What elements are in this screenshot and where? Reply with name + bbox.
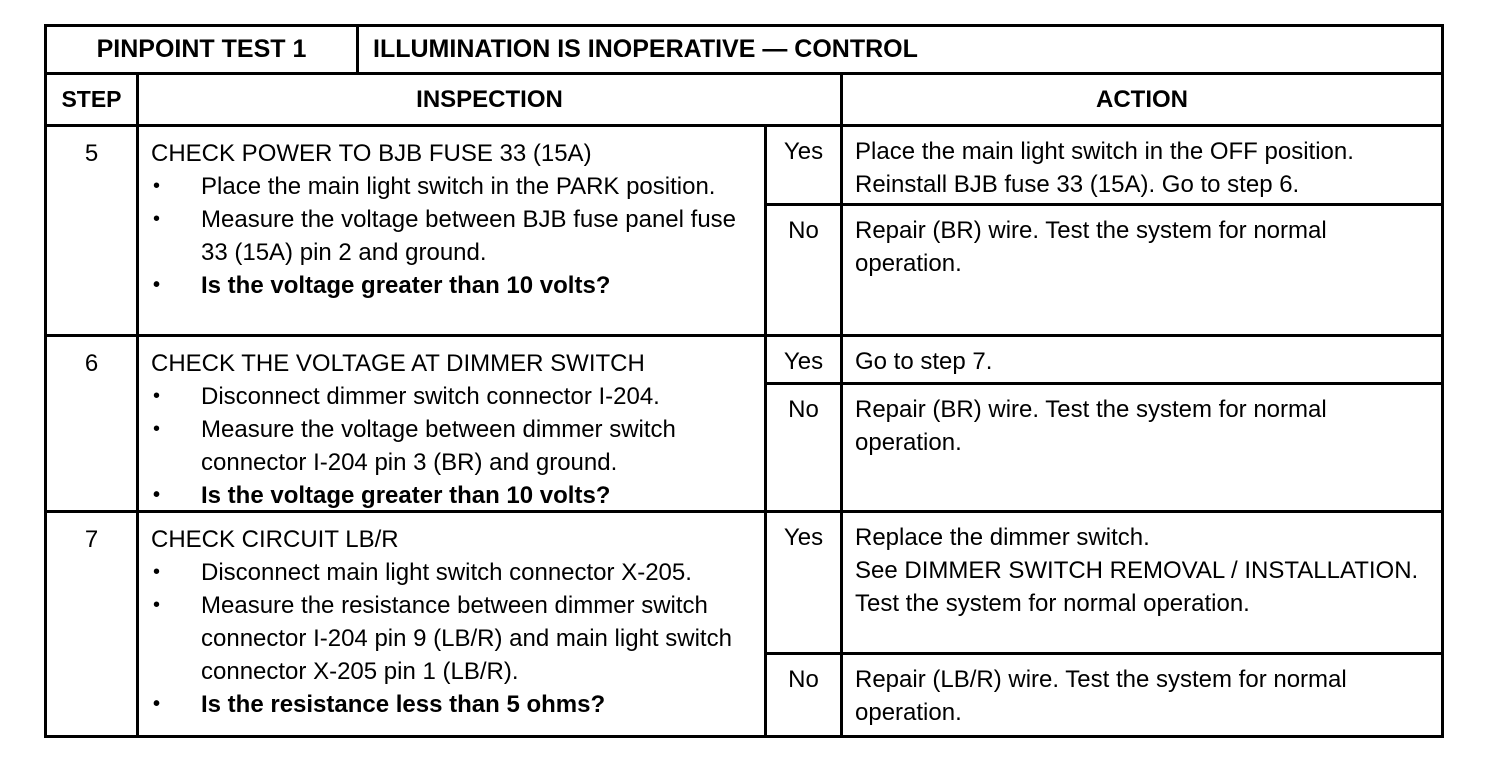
action-line: See DIMMER SWITCH REMOVAL / INSTALLATION. (855, 557, 1419, 584)
question-text: Is the resistance less than 5 ohms? (201, 691, 606, 718)
answer-cells (767, 127, 1441, 334)
test-label: PINPOINT TEST 1 (47, 27, 359, 72)
action-line: Reinstall BJB fuse 33 (15A). Go to step 6. (855, 171, 1300, 198)
yes-label: Yes (767, 127, 843, 203)
bullet-icon: • (153, 274, 161, 296)
answer-yes-row (767, 513, 1441, 655)
inspection-bullet (151, 556, 756, 589)
bullet-icon: • (153, 484, 161, 506)
yes-action (843, 127, 1441, 203)
step-number: 5 (47, 127, 139, 334)
bullet-text: Place the main light switch in the PARK position. (201, 173, 716, 200)
inspection-bullet (151, 380, 756, 413)
inspection-bullets (151, 556, 756, 721)
question-text: Is the voltage greater than 10 volts? (201, 482, 611, 509)
bullet-icon: • (153, 175, 161, 197)
bullet-text: Disconnect dimmer switch connector I-204. (201, 383, 660, 410)
action-line: Repair (BR) wire. Test the system for normal operation. (855, 217, 1327, 277)
bullet-icon: • (153, 693, 161, 715)
bullet-text: Measure the resistance between dimmer switch connector I-204 pin 9 (LB/R) and main light switch connector X-205 pin 1 (LB/R). (201, 592, 732, 685)
step-number: 7 (47, 513, 139, 735)
answer-yes-row (767, 337, 1441, 385)
table-title-row (47, 27, 1441, 75)
inspection-title: CHECK THE VOLTAGE AT DIMMER SWITCH (151, 350, 645, 377)
bullet-icon: • (153, 561, 161, 583)
column-header-step: STEP (47, 75, 139, 124)
answer-no-row (767, 206, 1441, 334)
bullet-text: Measure the voltage between dimmer switch connector I-204 pin 3 (BR) and ground. (201, 416, 676, 476)
step-row-5 (47, 127, 1441, 337)
step-row-6 (47, 337, 1441, 513)
inspection-question (151, 479, 756, 512)
answer-yes-row (767, 127, 1441, 206)
inspection-bullets (151, 380, 756, 512)
inspection-cell (139, 337, 767, 510)
bullet-text: Disconnect main light switch connector X-205. (201, 559, 692, 586)
yes-action (843, 337, 1441, 382)
no-label: No (767, 655, 843, 735)
no-action (843, 655, 1441, 735)
test-title: ILLUMINATION IS INOPERATIVE — CONTROL (373, 35, 918, 63)
column-header-inspection: INSPECTION (139, 75, 843, 124)
inspection-question (151, 269, 756, 302)
action-line: Repair (LB/R) wire. Test the system for normal operation. (855, 666, 1347, 726)
column-header-action: ACTION (1096, 85, 1188, 113)
column-header-row (47, 75, 1441, 127)
yes-action (843, 513, 1441, 652)
inspection-bullet (151, 589, 756, 688)
inspection-bullets (151, 170, 756, 302)
inspection-bullet (151, 203, 756, 269)
inspection-bullet (151, 413, 756, 479)
answer-no-row (767, 655, 1441, 735)
yes-label: Yes (767, 513, 843, 652)
bullet-icon: • (153, 594, 161, 616)
answer-cells (767, 513, 1441, 735)
inspection-cell (139, 127, 767, 334)
bullet-icon: • (153, 208, 161, 230)
answer-no-row (767, 385, 1441, 510)
answer-cells (767, 337, 1441, 510)
action-line: Test the system for normal operation. (855, 590, 1250, 617)
question-text: Is the voltage greater than 10 volts? (201, 272, 611, 299)
no-label: No (767, 385, 843, 510)
bullet-text: Measure the voltage between BJB fuse panel fuse 33 (15A) pin 2 and ground. (201, 206, 737, 266)
action-line: Replace the dimmer switch. (855, 524, 1150, 551)
no-action (843, 385, 1441, 510)
yes-label: Yes (767, 337, 843, 382)
inspection-question (151, 688, 756, 721)
no-label: No (767, 206, 843, 334)
step-number: 6 (47, 337, 139, 510)
step-row-7 (47, 513, 1441, 735)
bullet-icon: • (153, 385, 161, 407)
inspection-bullet (151, 170, 756, 203)
action-line: Place the main light switch in the OFF position. (855, 138, 1354, 165)
action-line: Repair (BR) wire. Test the system for normal operation. (855, 396, 1327, 456)
pinpoint-test-table (44, 24, 1444, 738)
inspection-title: CHECK CIRCUIT LB/R (151, 526, 399, 553)
inspection-cell (139, 513, 767, 735)
inspection-title: CHECK POWER TO BJB FUSE 33 (15A) (151, 140, 592, 167)
action-line: Go to step 7. (855, 348, 993, 375)
no-action (843, 206, 1441, 334)
bullet-icon: • (153, 418, 161, 440)
